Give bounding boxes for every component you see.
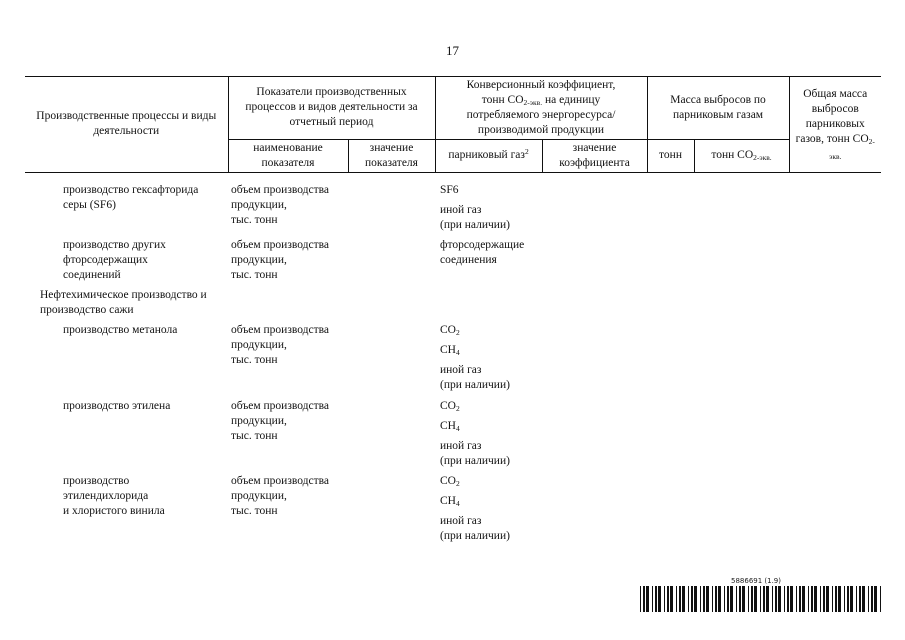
header-tonnes: тонн — [647, 139, 694, 172]
gas-item: $CH_4$ — [440, 419, 460, 433]
indicator-name: объем производства продукции, тыс. тонн — [231, 184, 330, 226]
gas-item: фторсодержащие соединения — [440, 239, 525, 266]
gas-list — [440, 474, 510, 549]
header-total-mass: Общая масса выбросов парниковых газов, тонн $CO_{2-экв.}$ — [789, 77, 881, 173]
gas-item: SF6 — [440, 184, 459, 196]
gas-list — [440, 238, 524, 273]
header-indicator-value: значение показателя — [348, 139, 435, 172]
header-emission-mass: Масса выбросов по парниковым газам — [647, 77, 789, 140]
gas-item: $CO_2$ — [440, 324, 460, 337]
indicator-name: объем производства продукции, тыс. тонн — [231, 475, 330, 517]
header-conversion-coefficient: Конверсионный коэффициент, тонн $CO_{2-экв.}$ на единицу потребляемого энергоресурса/ производимой продукции — [435, 77, 647, 140]
process-name: производство этилендихлорида и хлористого винила — [63, 475, 165, 517]
process-name: производство метанола — [63, 324, 178, 336]
gas-list — [440, 323, 510, 398]
gas-item: $CO_2$ — [440, 475, 460, 488]
gas-list — [440, 399, 510, 474]
gas-list — [440, 183, 510, 238]
barcode-image — [640, 586, 883, 612]
barcode-number: 5886691 (1.9) — [731, 577, 781, 585]
header-gas: парниковый газ$^2$ — [435, 139, 542, 172]
gas-item: иной газ (при наличии) — [440, 439, 510, 467]
table-header — [25, 76, 881, 173]
gas-item: иной газ (при наличии) — [440, 514, 510, 542]
gas-item: иной газ (при наличии) — [440, 363, 510, 391]
header-indicator-name: наименование показателя — [228, 139, 348, 172]
indicator-name: объем производства продукции, тыс. тонн — [231, 400, 330, 442]
indicator-name: объем производства продукции, тыс. тонн — [231, 324, 330, 366]
process-name: производство гексафторида серы (SF6) — [63, 184, 199, 211]
gas-item: $CH_4$ — [440, 494, 460, 508]
header-coefficient-value: значение коэффициента — [542, 139, 647, 172]
process-name: производство других фторсодержащих соединений — [63, 239, 166, 281]
gas-item: $CH_4$ — [440, 343, 460, 357]
page-number: 17 — [446, 43, 459, 58]
indicator-name: объем производства продукции, тыс. тонн — [231, 239, 330, 281]
category-name: Нефтехимическое производство и производство сажи — [40, 289, 207, 316]
gas-item: иной газ (при наличии) — [440, 203, 510, 231]
header-indicators: Показатели производственных процессов и видов деятельности за отчетный период — [228, 77, 435, 140]
header-process: Производственные процессы и виды деятельности — [25, 77, 228, 173]
gas-item: $CO_2$ — [440, 400, 460, 413]
process-name: производство этилена — [63, 400, 171, 412]
header-tonnes-co2: тонн $CO_{2-экв.}$ — [694, 139, 789, 172]
